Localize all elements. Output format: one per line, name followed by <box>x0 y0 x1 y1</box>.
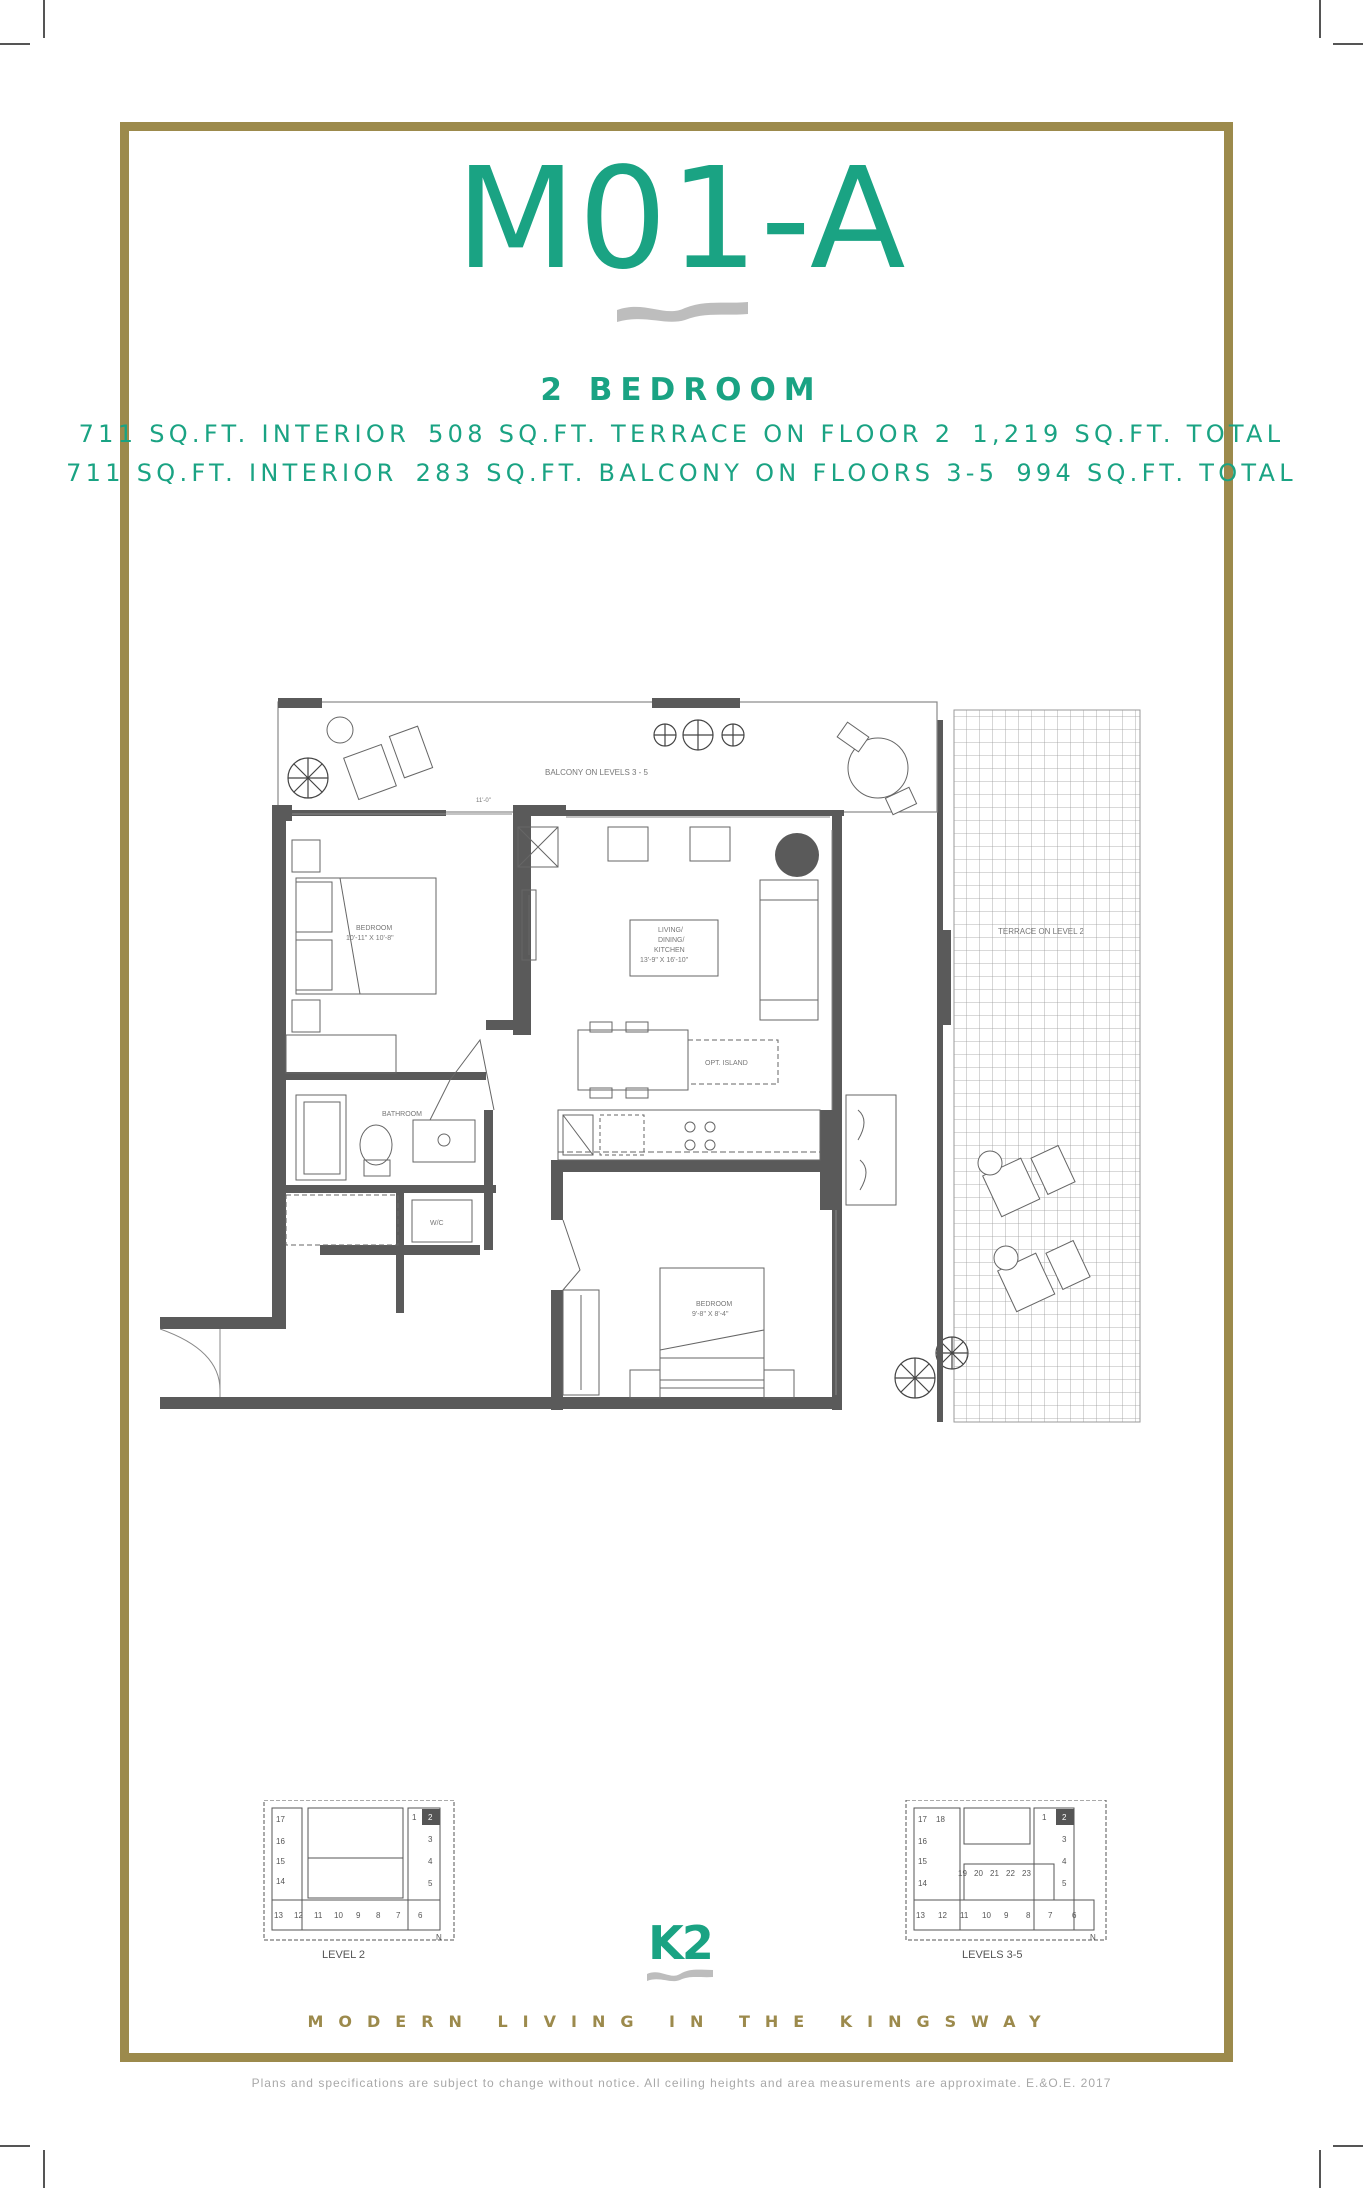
wic-label: W/C <box>430 1220 444 1227</box>
keyplan-unit: 22 <box>1006 1869 1015 1878</box>
bedroom-1-dimensions: 10'-11" X 10'-8" <box>346 935 394 942</box>
keyplan-unit: 23 <box>1022 1869 1031 1878</box>
keyplan-unit: 12 <box>294 1911 303 1920</box>
keyplan-unit: 11 <box>960 1911 969 1920</box>
unit-type: 2 BEDROOM <box>540 372 823 408</box>
bedroom-2-label: BEDROOM <box>696 1301 733 1308</box>
keyplan-unit: 15 <box>918 1857 927 1866</box>
bedroom-2-dimensions: 9'-8" X 8'-4" <box>692 1311 729 1318</box>
living-label-3: KITCHEN <box>654 947 685 954</box>
keyplan-unit: 4 <box>428 1857 433 1866</box>
keyplan-label: LEVELS 3-5 <box>962 1949 1023 1961</box>
keyplan-unit: 15 <box>276 1857 285 1866</box>
island-label: OPT. ISLAND <box>705 1060 748 1067</box>
keyplan-unit: 14 <box>276 1877 285 1886</box>
keyplan-unit: 12 <box>938 1911 947 1920</box>
crop-mark <box>43 0 45 38</box>
walls <box>160 805 844 1410</box>
keyplan-unit: 7 <box>1048 1911 1053 1920</box>
bathroom-label: BATHROOM <box>382 1111 422 1118</box>
balcony <box>278 698 937 815</box>
area-line-floor2 <box>0 420 1363 448</box>
logo-wave-icon <box>645 1966 715 1984</box>
keyplan-unit: 5 <box>428 1879 433 1888</box>
bathroom <box>286 1095 475 1245</box>
keyplan-unit: 18 <box>936 1815 945 1824</box>
keyplan-unit: 17 <box>918 1815 927 1824</box>
logo-text: K2 <box>648 1916 712 1970</box>
keyplan-unit: 21 <box>990 1869 999 1878</box>
crop-mark <box>1333 43 1363 45</box>
balcony-label: BALCONY ON LEVELS 3 - 5 <box>545 768 649 777</box>
keyplan-unit: 20 <box>974 1869 983 1878</box>
tagline: MODERN LIVING IN THE KINGSWAY <box>307 2012 1056 2031</box>
keyplan-unit: 6 <box>1072 1911 1077 1920</box>
area-line-floors35 <box>0 459 1363 487</box>
keyplan-unit: 9 <box>1004 1911 1009 1920</box>
keyplan-unit: 13 <box>916 1911 925 1920</box>
total-area: 1,219 SQ.FT. TOTAL <box>972 420 1285 448</box>
dimension-label: 11'-0" <box>476 798 491 804</box>
crop-mark <box>0 2145 30 2147</box>
floor-plan <box>160 690 1150 1430</box>
unit-title: M01-A <box>455 138 908 301</box>
keyplan-unit: 9 <box>356 1911 361 1920</box>
bedroom-2 <box>563 1220 794 1398</box>
wave-ornament <box>615 296 750 326</box>
crop-mark <box>0 43 30 45</box>
living-dimensions: 13'-9" X 16'-10" <box>640 957 689 964</box>
keyplan-unit: 14 <box>918 1879 927 1888</box>
living-label-1: LIVING/ <box>658 927 683 934</box>
disclaimer: Plans and specifications are subject to change without notice. All ceiling heights and area measurements are approximate. E.&O.E. 2017 <box>251 2076 1112 2090</box>
keyplan-levels-3-5 <box>900 1800 1125 1965</box>
keyplan-unit: 2 <box>1062 1813 1067 1822</box>
interior-area: 711 SQ.FT. INTERIOR <box>66 459 398 487</box>
keyplan-unit: 16 <box>918 1837 927 1846</box>
keyplan-unit: 5 <box>1062 1879 1067 1888</box>
keyplan-unit: 10 <box>982 1911 991 1920</box>
crop-mark <box>43 2150 45 2188</box>
crop-mark <box>1319 2150 1321 2188</box>
keyplan-unit: 8 <box>1026 1911 1031 1920</box>
north-arrow: N <box>436 1933 442 1942</box>
crop-mark <box>1319 0 1321 38</box>
keyplan-unit: 16 <box>276 1837 285 1846</box>
north-arrow: N <box>1090 1933 1096 1942</box>
keyplan-unit: 10 <box>334 1911 343 1920</box>
keyplan-level-2 <box>258 1800 463 1965</box>
keyplan-unit: 1 <box>412 1813 417 1822</box>
balcony-area: 283 SQ.FT. BALCONY ON FLOORS 3-5 <box>415 459 999 487</box>
keyplan-unit: 3 <box>1062 1835 1067 1844</box>
terrace <box>895 710 1140 1422</box>
keyplan-unit: 11 <box>314 1911 323 1920</box>
keyplan-unit: 13 <box>274 1911 283 1920</box>
bedroom-1-label: BEDROOM <box>356 925 393 932</box>
terrace-area: 508 SQ.FT. TERRACE ON FLOOR 2 <box>428 420 955 448</box>
total-area: 994 SQ.FT. TOTAL <box>1016 459 1297 487</box>
living-label-2: DINING/ <box>658 937 685 944</box>
keyplan-unit: 6 <box>418 1911 423 1920</box>
terrace-label: TERRACE ON LEVEL 2 <box>998 927 1084 936</box>
keyplan-unit: 4 <box>1062 1857 1067 1866</box>
keyplan-label: LEVEL 2 <box>322 1949 366 1961</box>
keyplan-unit: 8 <box>376 1911 381 1920</box>
keyplan-unit: 3 <box>428 1835 433 1844</box>
keyplan-unit: 1 <box>1042 1813 1047 1822</box>
keyplan-unit: 17 <box>276 1815 285 1824</box>
k2-logo <box>640 1916 720 1989</box>
crop-mark <box>1333 2145 1363 2147</box>
keyplan-unit: 2 <box>428 1813 433 1822</box>
keyplan-unit: 7 <box>396 1911 401 1920</box>
interior-area: 711 SQ.FT. INTERIOR <box>78 420 411 448</box>
keyplan-unit: 19 <box>958 1869 967 1878</box>
